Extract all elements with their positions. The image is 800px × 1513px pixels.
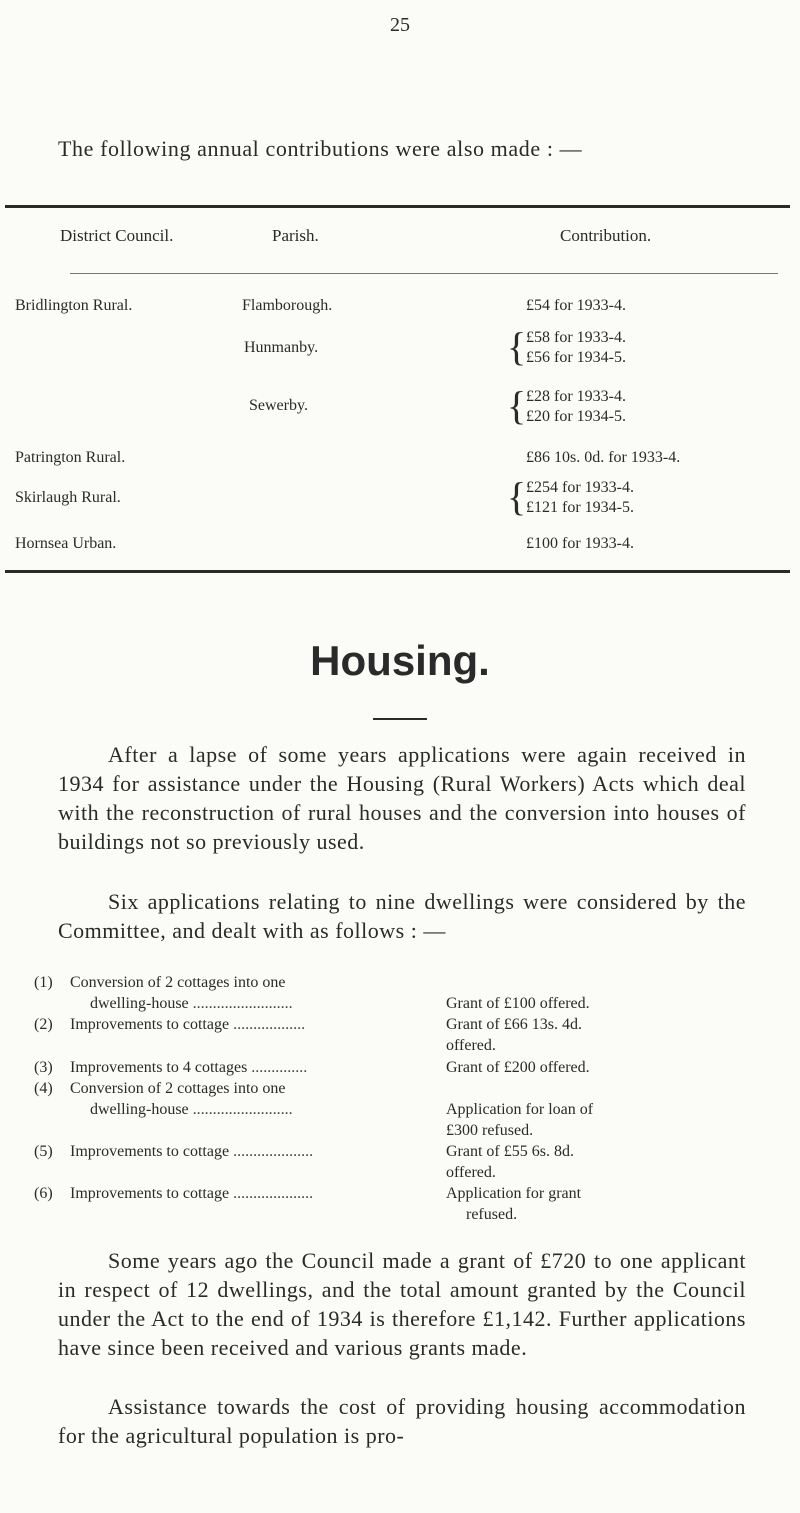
paragraph-assistance: Assistance towards the cost of providing housing accommodation for the agricultural population is pro- [58,1394,746,1448]
header-district: District Council. [60,226,174,245]
item-number: (6) [34,1185,53,1202]
brace: { [507,383,527,428]
item-outcome [446,1099,761,1141]
item-description [70,972,440,1014]
header-contribution: Contribution. [560,226,652,245]
table-bottom-rule [5,570,790,573]
item-description-line: Improvements to cottage .................... [70,1185,314,1202]
brace: { [507,474,527,519]
item-outcome-line: offered. [446,1164,496,1181]
item-number: (4) [34,1080,53,1097]
contribution-cell: £100 for 1933-4. [526,535,634,552]
item-outcome [446,993,761,1014]
header-parish: Parish. [272,226,319,245]
item-description-line: Improvements to cottage .................... [70,1143,314,1160]
item-number: (5) [34,1143,53,1160]
contribution-line: £28 for 1933-4. [526,388,626,405]
paragraph-lapse: After a lapse of some years applications were again received in 1934 for assistance under the Housing (Rural Workers) Acts which deal with the reconstruction of rural houses and the conversion into houses of buildings not so previously used. [58,742,746,854]
item-number: (3) [34,1059,53,1076]
item-outcome-line: refused. [466,1206,518,1223]
item-outcome-line: Application for grant [446,1185,582,1202]
page-number: 25 [390,14,410,36]
item-outcome [446,1014,761,1056]
item-outcome-line: Grant of £200 offered. [446,1059,590,1076]
item-outcome-line: Application for loan of [446,1101,594,1118]
parish-cell: Flamborough. [242,297,333,314]
item-description-line: Conversion of 2 cottages into one [70,1080,286,1097]
item-description [70,1057,440,1078]
contribution-line: £56 for 1934-5. [526,349,626,366]
item-description [70,1014,440,1035]
paragraph-council-grant: Some years ago the Council made a grant of £720 to one applicant in respect of 12 dwellings, and the total amount granted by the Council under the Act to the end of 1934 is therefore £1,142. Further applications have since been received and various grants made. [58,1248,746,1360]
item-description [70,1183,440,1204]
item-description-line: dwelling-house ......................... [90,995,293,1012]
item-outcome [446,1183,761,1225]
title-underline [373,718,427,720]
item-outcome [446,1057,761,1078]
item-description-line: dwelling-house ......................... [90,1101,293,1118]
brace: { [507,324,527,369]
item-outcome-line: £300 refused. [446,1122,534,1139]
item-description-line: Improvements to cottage .................. [70,1016,306,1033]
district-cell: Patrington Rural. [15,449,126,466]
item-number: (2) [34,1016,53,1033]
contribution-line: £20 for 1934-5. [526,408,626,425]
item-outcome-line: offered. [446,1037,496,1054]
item-outcome-line: Grant of £55 6s. 8d. [446,1143,574,1160]
contribution-line: £254 for 1933-4. [526,479,634,496]
parish-cell: Sewerby. [249,397,308,414]
item-outcome-line: Grant of £66 13s. 4d. [446,1016,582,1033]
item-outcome-line: Grant of £100 offered. [446,995,590,1012]
item-description-line: Improvements to 4 cottages .............. [70,1059,308,1076]
table-top-rule [5,205,790,208]
contribution-cell [526,328,626,368]
intro-text: The following annual contributions were also made : — [58,136,583,161]
parish-cell: Hunmanby. [244,339,319,356]
header-rule [70,273,778,274]
district-cell: Skirlaugh Rural. [15,489,121,506]
contribution-line: £58 for 1933-4. [526,329,626,346]
contribution-cell: £86 10s. 0d. for 1933-4. [526,449,681,466]
item-description [70,1078,440,1120]
item-outcome [446,1141,761,1183]
contribution-cell: £54 for 1933-4. [526,297,626,314]
item-description-line: Conversion of 2 cottages into one [70,974,286,991]
section-title: Housing. [310,637,490,684]
contribution-line: £121 for 1934-5. [526,499,634,516]
paragraph-applications: Six applications relating to nine dwellings were considered by the Committee, and dealt with as follows : — [58,889,746,943]
district-cell: Bridlington Rural. [15,297,133,314]
district-cell: Hornsea Urban. [15,535,117,552]
contribution-cell [526,478,634,518]
item-description [70,1141,440,1162]
item-number: (1) [34,974,53,991]
contribution-cell [526,387,626,427]
